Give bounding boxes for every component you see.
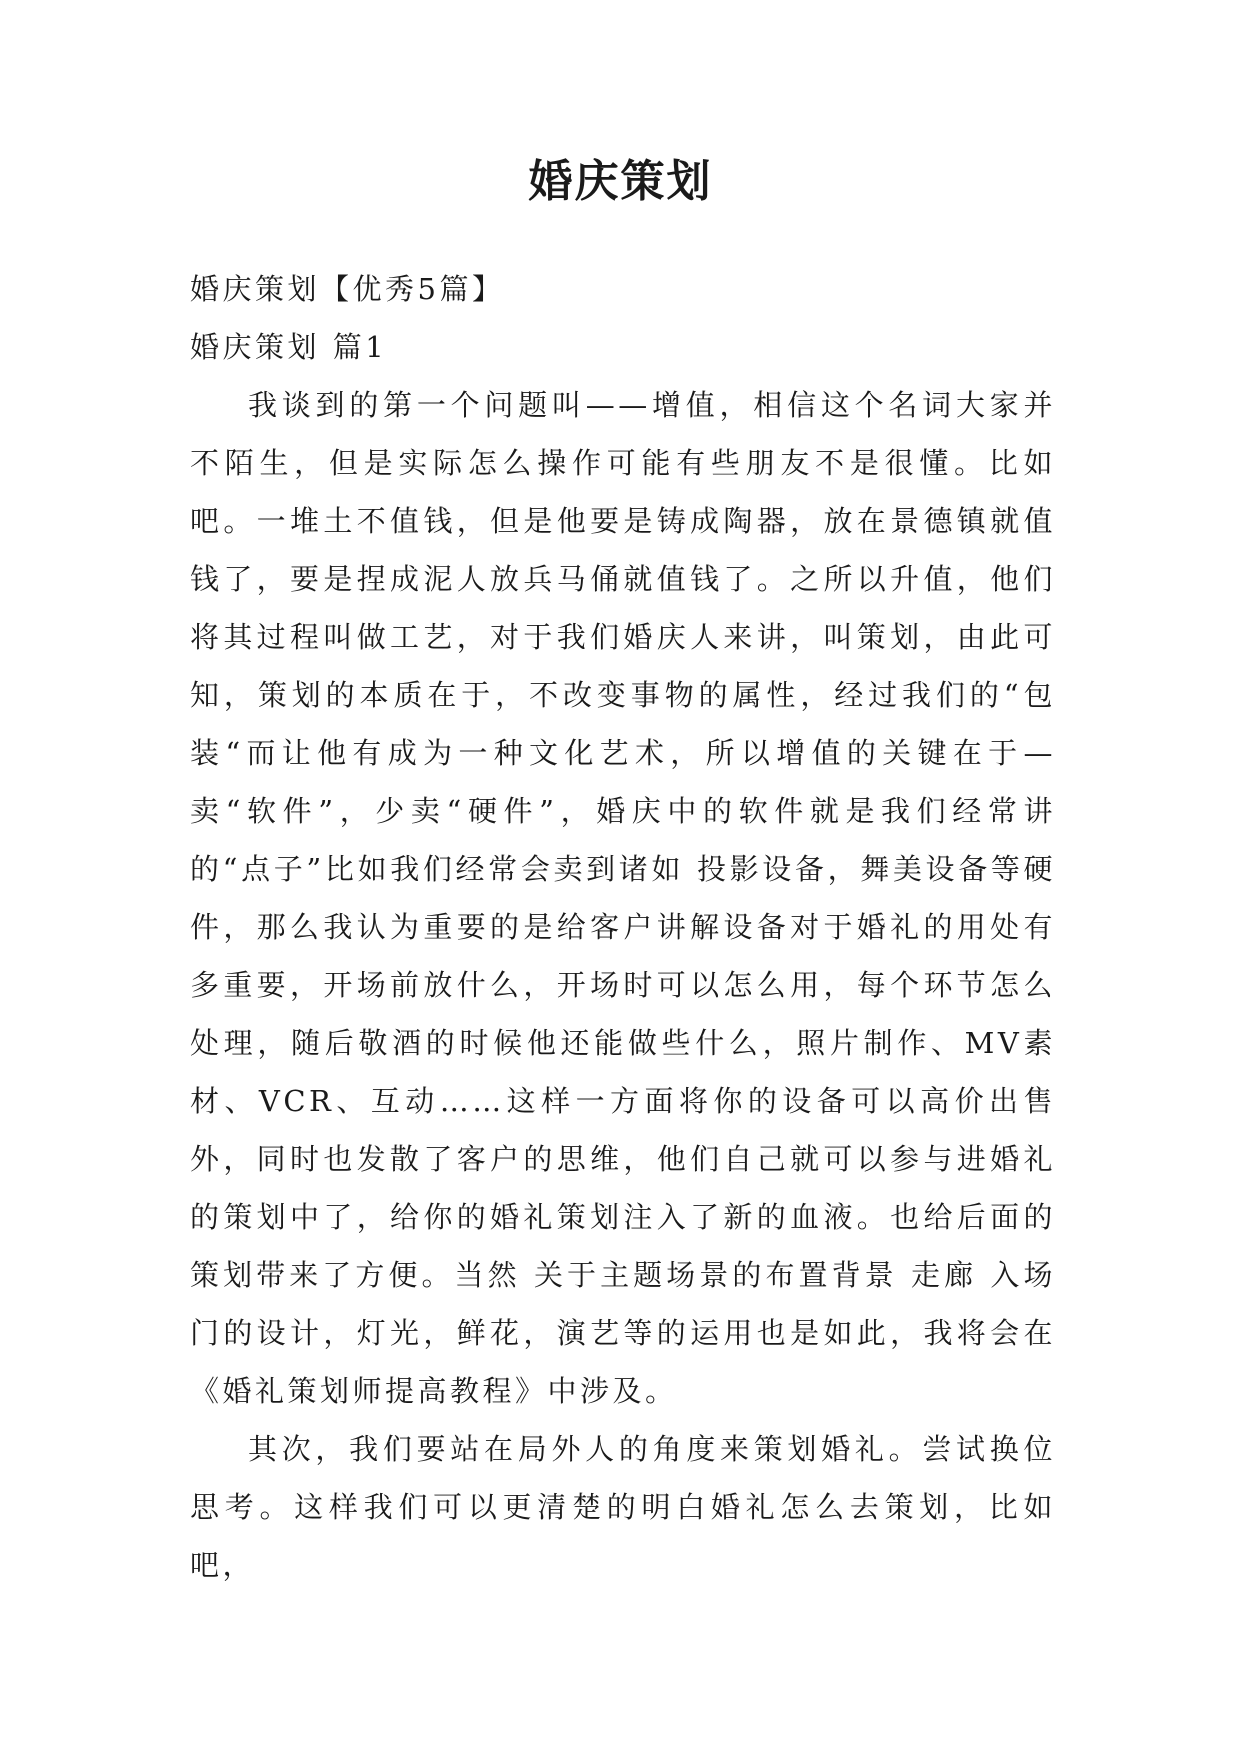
document-body: [190, 260, 1056, 1594]
document-title: 婚庆策划: [528, 156, 713, 207]
body-paragraph: 我谈到的第一个问题叫——增值，相信这个名词大家并不陌生，但是实际怎么操作可能有些朋友不是很懂。比如吧。一堆土不值钱，但是他要是铸成陶器，放在景德镇就值钱了，要是捏成泥人放兵马俑就值钱了。之所以升值，他们将其过程叫做工艺，对于我们婚庆人来讲，叫策划，由此可知，策划的本质在于，不改变事物的属性，经过我们的“包装“而让他有成为一种文化艺术，所以增值的关键在于—卖“软件”，少卖“硬件”，婚庆中的软件就是我们经常讲的“点子”比如我们经常会卖到诸如 投影设备，舞美设备等硬件，那么我认为重要的是给客户讲解设备对于婚礼的用处有多重要，开场前放什么，开场时可以怎么用，每个环节怎么处理，随后敬酒的时候他还能做些什么，照片制作、MV素材、VCR、互动……这样一方面将你的设备可以高价出售外，同时也发散了客户的思维，他们自己就可以参与进婚礼的策划中了，给你的婚礼策划注入了新的血液。也给后面的策划带来了方便。当然 关于主题场景的布置背景 走廊 入场门的设计，灯光，鲜花，演艺等的运用也是如此，我将会在《婚礼策划师提高教程》中涉及。: [190, 388, 1056, 1408]
body-paragraph: 其次，我们要站在局外人的角度来策划婚礼。尝试换位思考。这样我们可以更清楚的明白婚礼怎么去策划，比如吧，: [190, 1432, 1056, 1582]
section-heading: 婚庆策划 篇1: [190, 330, 388, 364]
document-subtitle: 婚庆策划【优秀5篇】: [190, 272, 505, 306]
